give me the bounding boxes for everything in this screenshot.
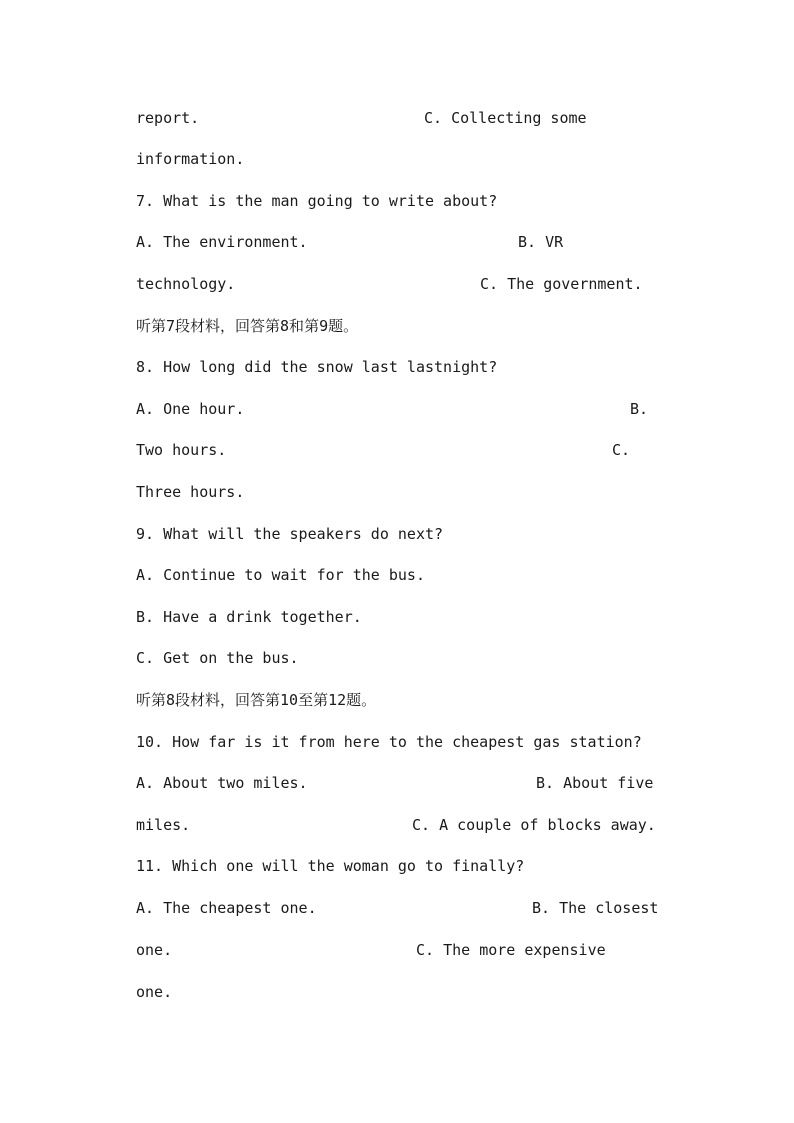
- option-a: A. About two miles.: [136, 774, 308, 792]
- option-text: Three hours.: [136, 483, 245, 501]
- text-line: [136, 647, 660, 669]
- question-text: 9. What will the speakers do next?: [136, 525, 444, 543]
- option-b: B.: [630, 400, 649, 418]
- question-8: [136, 356, 660, 378]
- text-line: [136, 398, 660, 420]
- option-text: report.: [136, 109, 200, 127]
- section-instruction: [136, 315, 660, 337]
- option-b: B. Have a drink together.: [136, 608, 362, 626]
- question-11: [136, 855, 660, 877]
- text-line: [136, 606, 660, 628]
- option-c: C.: [612, 441, 631, 459]
- option-a: A. One hour.: [136, 400, 245, 418]
- question-text: 10. How far is it from here to the cheapest gas station?: [136, 733, 642, 751]
- question-10: [136, 731, 660, 753]
- text-line: [136, 273, 660, 295]
- text-line: [136, 564, 660, 586]
- option-c: C. The government.: [480, 275, 643, 293]
- option-text: one.: [136, 941, 173, 959]
- option-c: C. Get on the bus.: [136, 649, 299, 667]
- option-text: Two hours.: [136, 441, 227, 459]
- option-text: technology.: [136, 275, 236, 293]
- option-a: A. Continue to wait for the bus.: [136, 566, 425, 584]
- option-a: A. The environment.: [136, 233, 308, 251]
- text-line: [136, 231, 660, 253]
- text-line: [136, 814, 660, 836]
- text-line: [136, 439, 660, 461]
- option-text: miles.: [136, 816, 191, 834]
- question-9: [136, 523, 660, 545]
- option-c: C. Collecting some: [424, 109, 587, 127]
- option-a: A. The cheapest one.: [136, 899, 317, 917]
- instruction-text: 听第8段材料，回答第10至第12题。: [136, 691, 377, 709]
- question-text: 11. Which one will the woman go to finally?: [136, 857, 525, 875]
- text-line: [136, 939, 660, 961]
- section-instruction: [136, 689, 660, 711]
- option-text: information.: [136, 150, 245, 168]
- text-line: [136, 772, 660, 794]
- text-line: [136, 148, 660, 170]
- option-b: B. VR: [518, 233, 564, 251]
- text-line: [136, 481, 660, 503]
- instruction-text: 听第7段材料，回答第8和第9题。: [136, 317, 359, 335]
- text-line: [136, 897, 660, 919]
- option-c: C. The more expensive: [416, 941, 606, 959]
- question-text: 7. What is the man going to write about?: [136, 192, 498, 210]
- option-b: B. The closest: [532, 899, 659, 917]
- question-text: 8. How long did the snow last lastnight?: [136, 358, 498, 376]
- option-c: C. A couple of blocks away.: [412, 816, 656, 834]
- text-line: [136, 107, 660, 129]
- option-b: B. About five: [536, 774, 654, 792]
- text-line: [136, 981, 660, 1003]
- option-text: one.: [136, 983, 173, 1001]
- question-7: [136, 190, 660, 212]
